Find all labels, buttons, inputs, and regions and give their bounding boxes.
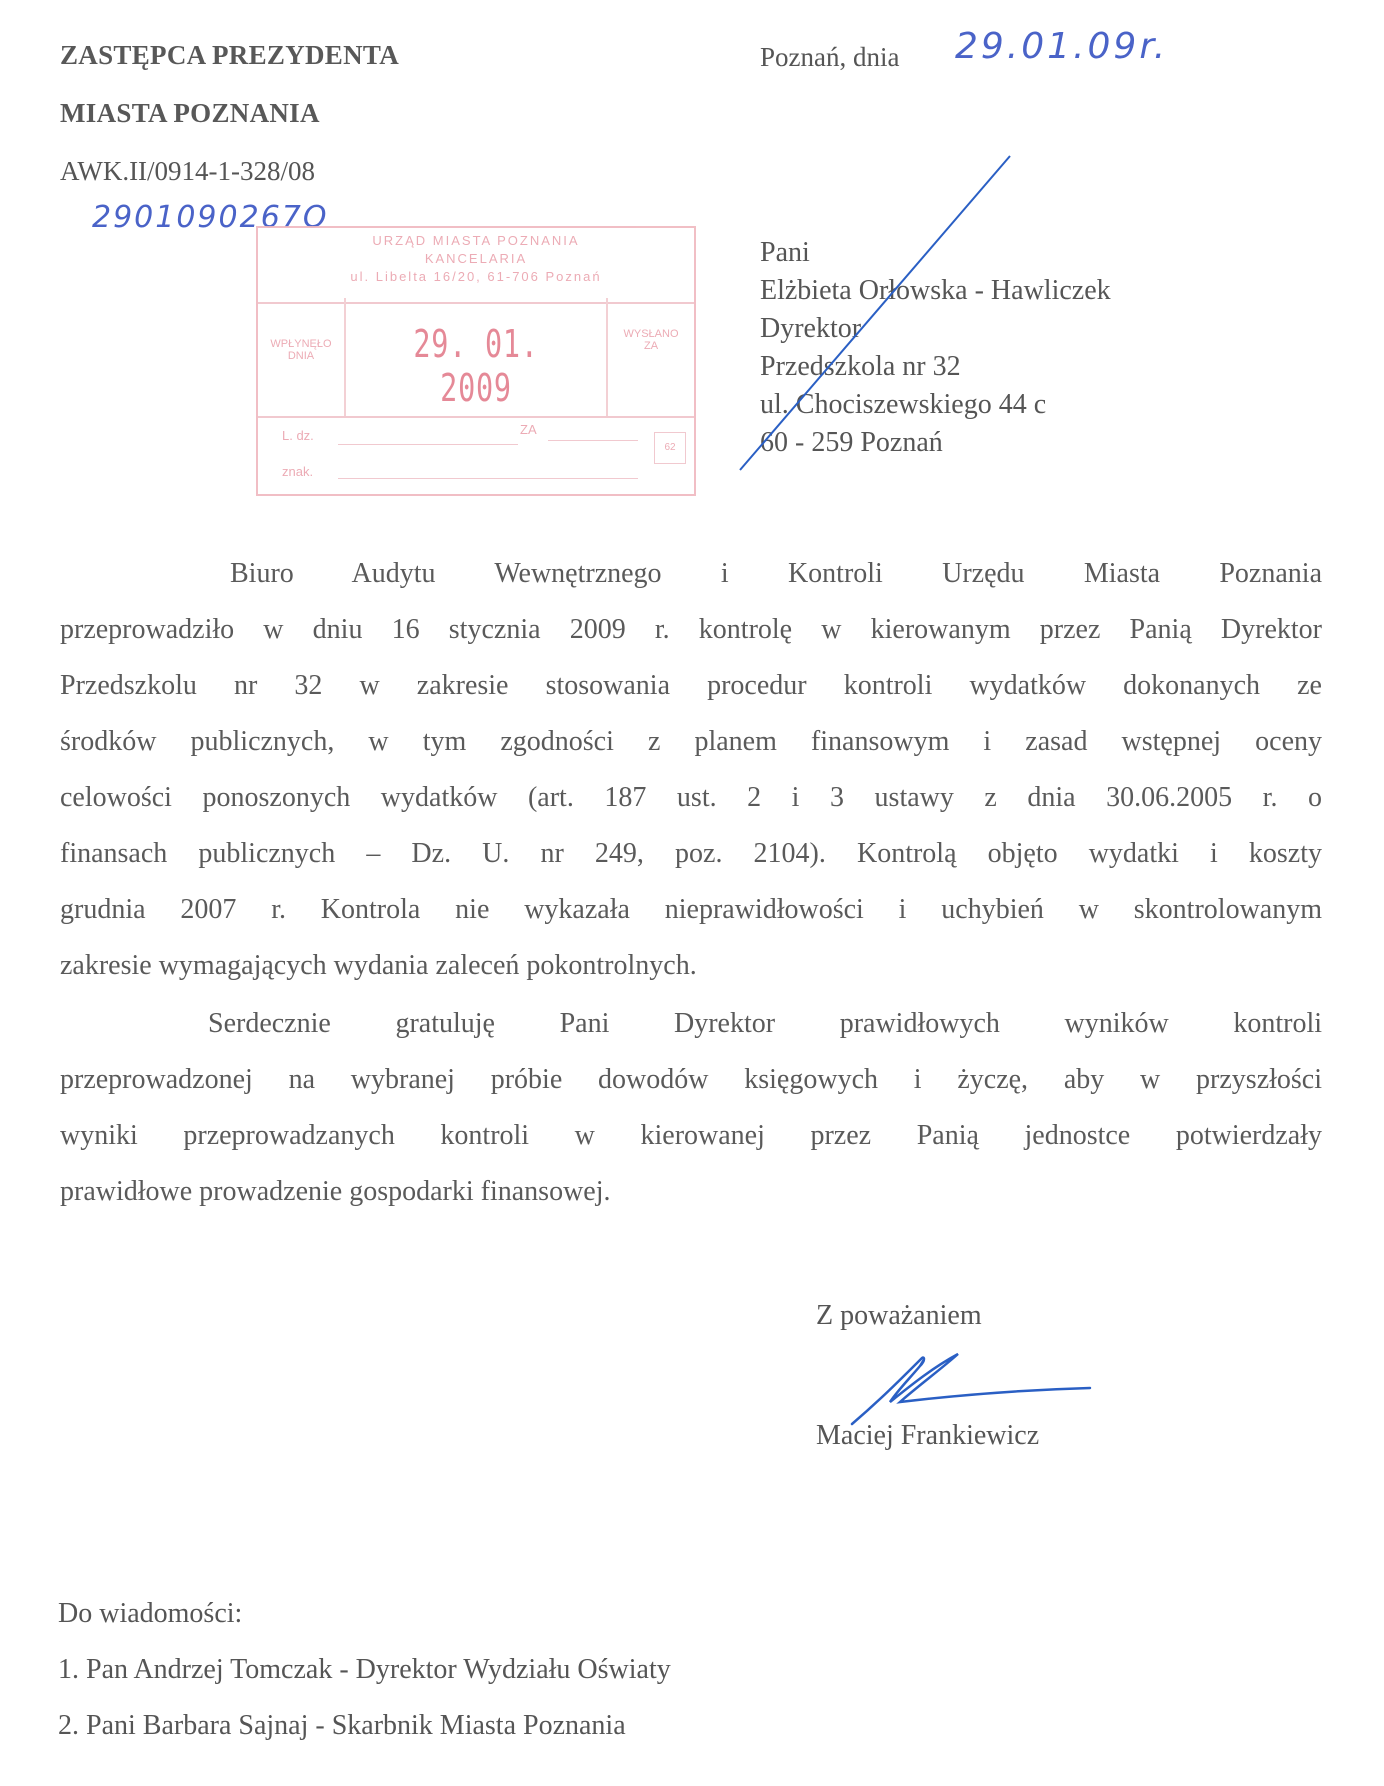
cc-item: 1. Pan Andrzej Tomczak - Dyrektor Wydziału Oświaty <box>58 1654 671 1685</box>
recipient-street: ul. Chociszewskiego 44 c <box>760 389 1047 420</box>
body-line: wyniki przeprowadzanych kontroli w kierowanej przez Panią jednostce potwierdzały <box>60 1120 1322 1151</box>
stamp-rule <box>548 440 638 441</box>
pen-strike-line <box>730 150 1030 480</box>
stamp-rule <box>338 478 638 479</box>
recipient-city: 60 - 259 Poznań <box>760 427 943 458</box>
body-line: Przedszkolu nr 32 w zakresie stosowania procedur kontroli wydatków dokonanych ze <box>60 670 1322 701</box>
stamp-field-za: ZA <box>520 422 537 437</box>
stamp-field-znak: znak. <box>282 464 314 479</box>
issuer-line-1: ZASTĘPCA PREZYDENTA <box>60 40 400 70</box>
recipient-name: Elżbieta Orłowska - Hawliczek <box>760 275 1111 306</box>
stamp-received-cell <box>258 298 346 416</box>
reference-number: AWK.II/0914-1-328/08 <box>60 156 316 186</box>
body-line: przeprowadzonej na wybranej próbie dowodów księgowych i życzę, aby w przyszłości <box>60 1064 1322 1095</box>
stamp-rule <box>338 444 518 445</box>
body-line: prawidłowe prowadzenie gospodarki finansowej. <box>60 1176 611 1207</box>
handwritten-date: 29.01.09r. <box>955 26 1169 67</box>
body-line: przeprowadziło w dniu 16 stycznia 2009 r. kontrolę w kierowanym przez Panią Dyrektor <box>60 614 1322 645</box>
stamp-field-ldz: L. dz. <box>282 428 314 443</box>
recipient-position: Dyrektor <box>760 313 862 344</box>
stamp-fields <box>258 418 694 494</box>
recipient-institution: Przedszkola nr 32 <box>760 351 961 382</box>
stamp-received-sub: DNIA <box>287 350 315 362</box>
signatory-name: Maciej Frankiewicz <box>816 1420 1040 1451</box>
registry-stamp <box>256 226 696 496</box>
issuer-line-2: MIASTA POZNANIA <box>60 98 320 128</box>
place-date-label: Poznań, dnia <box>760 42 900 72</box>
body-line: Biuro Audytu Wewnętrznego i Kontroli Urzędu Miasta Poznania <box>230 558 1322 589</box>
body-line: środków publicznych, w tym zgodności z planem finansowym i zasad wstępnej oceny <box>60 726 1322 757</box>
stamp-office: URZĄD MIASTA POZNANIA <box>372 233 580 248</box>
body-line: Serdecznie gratuluję Pani Dyrektor prawidłowych wyników kontroli <box>208 1008 1322 1039</box>
closing-greeting: Z poważaniem <box>816 1300 982 1331</box>
stamp-date-row <box>258 298 694 418</box>
stamp-header <box>258 228 694 304</box>
stamp-sent-cell <box>606 298 694 416</box>
body-line: celowości ponoszonych wydatków (art. 187 ust. 2 i 3 ustawy z dnia 30.06.2005 r. o <box>60 782 1322 813</box>
handwritten-registry-number: 2901090267O <box>92 200 329 235</box>
signature-icon <box>840 1350 1100 1430</box>
body-line: grudnia 2007 r. Kontrola nie wykazała nieprawidłowości i uchybień w skontrolowanym <box>60 894 1322 925</box>
stamp-sent-sub: ZA <box>643 340 659 352</box>
stamp-box: 62 <box>654 432 686 464</box>
cc-title: Do wiadomości: <box>58 1598 243 1629</box>
stamp-address: ul. Libelta 16/20, 61-706 Poznań <box>350 269 602 284</box>
stamp-department: KANCELARIA <box>424 251 528 266</box>
stamp-received-label: WPŁYNĘŁO <box>270 338 332 350</box>
pen-stroke <box>740 156 1010 470</box>
body-line: finansach publicznych – Dz. U. nr 249, poz. 2104). Kontrolą objęto wydatki i koszty <box>60 838 1322 869</box>
recipient-salutation: Pani <box>760 237 810 268</box>
body-line: zakresie wymagających wydania zaleceń pokontrolnych. <box>60 950 697 981</box>
stamp-date: 29. 01. 2009 <box>413 322 539 410</box>
cc-item: 2. Pani Barbara Sajnaj - Skarbnik Miasta Poznania <box>58 1710 626 1741</box>
stamp-sent-label: WYSŁANO <box>623 328 679 340</box>
signature-stroke <box>852 1354 1090 1424</box>
